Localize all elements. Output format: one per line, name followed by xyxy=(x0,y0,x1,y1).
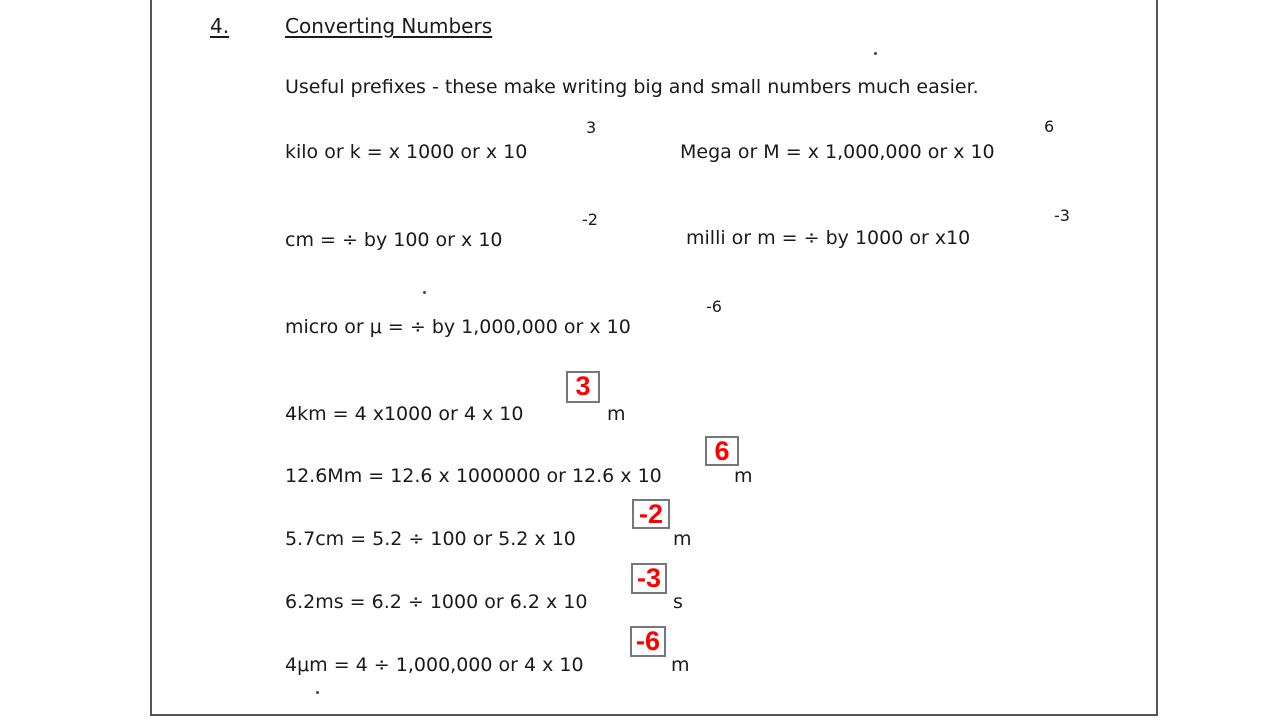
example-um: 4μm = 4 ÷ 1,000,000 or 4 x 10 xyxy=(285,654,584,676)
answer-box-mm: 6 xyxy=(705,436,739,466)
example-km-unit: m xyxy=(607,403,626,425)
prefix-mega: Mega or M = x 1,000,000 or x 10 xyxy=(680,141,995,163)
answer-box-cm: -2 xyxy=(632,499,670,529)
answer-box-um: -6 xyxy=(630,626,666,657)
intro-text: Useful prefixes - these make writing big and small numbers much easier. xyxy=(285,76,979,98)
speck xyxy=(423,291,426,294)
speck xyxy=(316,691,319,694)
prefix-micro-exponent: -6 xyxy=(706,297,722,316)
prefix-kilo-exponent: 3 xyxy=(586,118,597,137)
speck xyxy=(874,52,877,55)
section-title: Converting Numbers xyxy=(285,14,493,38)
prefix-mega-exponent: 6 xyxy=(1044,117,1055,136)
example-cm: 5.7cm = 5.2 ÷ 100 or 5.2 x 10 xyxy=(285,528,576,550)
prefix-cm-exponent: -2 xyxy=(582,210,598,229)
prefix-milli-exponent: -3 xyxy=(1054,206,1070,225)
example-mm-unit: m xyxy=(734,465,753,487)
example-cm-unit: m xyxy=(673,528,692,550)
section-number: 4. xyxy=(210,14,230,38)
prefix-milli: milli or m = ÷ by 1000 or x10 xyxy=(686,227,971,249)
answer-box-ms: -3 xyxy=(631,563,667,594)
prefix-cm: cm = ÷ by 100 or x 10 xyxy=(285,229,503,251)
prefix-kilo: kilo or k = x 1000 or x 10 xyxy=(285,141,528,163)
example-km: 4km = 4 x1000 or 4 x 10 xyxy=(285,403,524,425)
example-mm: 12.6Mm = 12.6 x 1000000 or 12.6 x 10 xyxy=(285,465,662,487)
example-ms: 6.2ms = 6.2 ÷ 1000 or 6.2 x 10 xyxy=(285,591,588,613)
prefix-micro: micro or μ = ÷ by 1,000,000 or x 10 xyxy=(285,316,631,338)
answer-box-km: 3 xyxy=(566,371,600,403)
example-um-unit: m xyxy=(671,654,690,676)
example-ms-unit: s xyxy=(673,591,683,613)
